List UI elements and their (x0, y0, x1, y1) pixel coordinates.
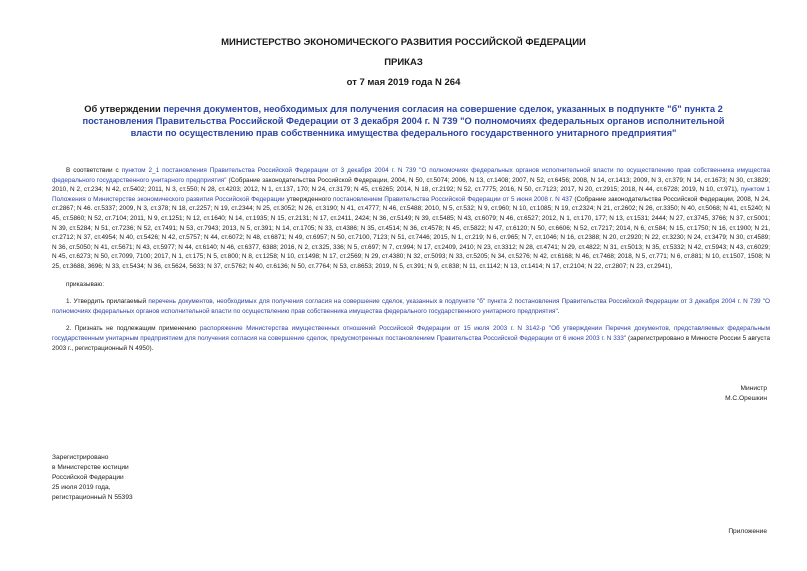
appendix-label: Приложение (728, 528, 767, 535)
preamble-text-4: (Собрание законодательства Российской Федерации, 2008, N 24, ст.2867; N 46. ст.5337; 2009, N 3, ст.378; N 18, ст.2257; N 19, ст.2344; N 25, ст.3052; N 26, ст.3190; N 41, ст.4777; N 46, ст.5488; 2010, N 5, ст.532; N 9, ст.960; N 10, ст.1085; N 19, ст.2324; N 21, ст.2602; N 26, ст.3350; N 40, ст.5068; N 41, ст.5240; N 45, ст.5860; N 52, ст.7104; 2011, N 9, ст.1251; N 12, ст.1640; N 14, ст.1935; N 15, ст.2131; N 17, ст.2411, 2424; N 36, ст.5149; N 39, ст.5485; N 43, ст.6079; N 46, ст.6527; 2012, N 1, ст.170, 177; N 13, ст.1531; 2444; N 27, ст.3745, 3766; N 37, ст.5001; N 39, ст.5284; N 51, ст.7236; N 52, ст.7491; N 53, ст.7943; 2013, N 5, ст.391; N 14, ст.1705; N 33, ст.4386; N 35, ст.4514; N 36, ст.4578; N 45, ст.5822; N 47, ст.6120; N 50, ст.6606; N 52, ст.7217; 2014, N 6, ст.584; N 15, ст.1750; N 16, ст.1900; N 21, ст.2712; N 37, ст.4954; N 40, ст.5426; N 42, ст.5757; N 44, ст.6072; N 48, ст.6871; N 49, ст.6957; N 50, ст.7100, 7123; N 51, ст.7446; 2015, N 1, ст.219; N 6, ст.965; N 7, ст.1046; N 16, ст.2388; N 20, ст.2920; N 22, ст.3230; N 24, ст.3479; N 30, ст.4589; N 36, ст.5050; N 41, ст.5671; N 43, ст.5977; N 44, ст.6140; N 46, ст.6377, 6388; 2016, N 2, ст.325, 336; N 5, ст.697; N 7, ст.994; N 17, ст.2409, 2410; N 23, ст.3312; N 28, ст.4741; N 29, ст.4822; N 31, ст.5013; N 35, ст.5332; N 42, ст.5943; N 43, ст.6029; N 45, ст.6273; N 50, ст.7099, 7100; 2017, N 1, ст.175; N 5, ст.800; N 8, ст.1258; N 10, ст.1498; N 17, ст.2569; N 29, ст.4380; N 32, ст.5093; N 33, ст.5205; N 34, ст.5276; N 42, ст.6168; N 46, ст.7468; 2018, N 5, ст.771; N 6, ст.881; N 10, ст.1507, 1508; N 25, ст.3688, 3696; N 33, ст.5434; N 36, ст.5624, 5633; N 37, ст.5762; N 40, ст.6136; N 50, ст.7764; N 53, ст.8653; 2019, N 5, ст.391; N 9, ст.838; N 11, ст.1142; N 13, ст.1414; N 17, ст.2104; N 22, ст.2807; N 23, ст.2941), (52, 195, 770, 270)
ministry-heading: МИНИСТЕРСТВО ЭКОНОМИЧЕСКОГО РАЗВИТИЯ РОССИЙСКОЙ ФЕДЕРАЦИИ (221, 37, 586, 48)
preamble-paragraph (52, 166, 770, 272)
item-2-prefix: 2. Признать не подлежащим применению (66, 325, 200, 333)
item-1-suffix: . (557, 307, 560, 315)
title-link[interactable]: перечня документов, необходимых для получения согласия на совершение сделок, указанных в подпункте "б" пункта 2 постановления Правительства Российской Федерации от 3 декабря 2004 г. N 739 "О полномочиях федеральных органов исполнительной власти по осуществлению прав собственника имущества федерального государственного унитарного предприятия" (82, 104, 725, 138)
item-2-link[interactable]: распоряжение Министерства имущественных отношений Российской Федерации от 15 июля 2003 г. N 3142-р "Об утверждении Перечня документов, представляемых федеральным государственным унитарным предприятием для получения согласия на совершение сделок, предусмотренных постановлением Правительства Российской Федерации от 6 июня 2003 г. N 333" (52, 325, 770, 342)
registration-line-3: Российской Федерации (52, 474, 124, 481)
document-title (70, 103, 737, 139)
link-regulation-ministry[interactable]: пунктом 1 Положения о Министерстве экономического развития Российской Федерации (52, 186, 770, 203)
title-prefix: Об утверждении (84, 104, 164, 114)
signature-name: М.С.Орешкин (725, 395, 767, 402)
registration-block (52, 453, 133, 503)
registration-line-4: 25 июля 2019 года, (52, 484, 111, 491)
signature-position: Министр (740, 385, 767, 392)
item-1-link[interactable]: перечень документов, необходимых для получения согласия на совершение сделок, указанных в подпункте "б" пункта 2 постановления Правительства Российской Федерации от 3 декабря 2004 г. N 739 "О полномочиях федеральных органов исполнительной власти по осуществлению прав собственника имущества федерального государственного унитарного предприятия" (52, 298, 770, 315)
item-2 (52, 324, 770, 353)
registration-line-2: в Министерстве юстиции (52, 464, 129, 471)
date-number: от 7 мая 2019 года N 264 (346, 77, 461, 88)
registration-line-5: регистрационный N 55393 (52, 494, 133, 501)
doc-type: ПРИКАЗ (384, 57, 423, 68)
item-2-suffix: (зарегистрировано в Минюсте России 5 августа 2003 г., регистрационный N 4950). (52, 334, 771, 352)
registration-line-1: Зарегистрировано (52, 454, 109, 461)
signature-block (725, 384, 767, 404)
preamble-text-2: (Собрание законодательства Российской Федерации, 2004, N 50, ст.5074; 2006, N 13, ст.1408; 2007, N 52, ст.6456; 2008, N 14, ст.1413; 2009, N 3, ст.379; N 14, ст.1673; N 30, ст.3829; 2010, N 2, ст.234; N 42, ст.5402; 2011, N 3, ст.550; N 28, ст.4203; 2012, N 1, ст.137, 170; N 24, ст.3179; N 45, ст.6265; 2014, N 18, ст.2192; N 52, ст.7775; 2016, N 50, ст.7123; 2017, N 20, ст.2915; 2018, N 44, ст.6728; 2019, N 10, ст.971), (52, 176, 770, 194)
item-1 (52, 297, 770, 316)
document-body (52, 166, 770, 353)
order-word: приказываю: (66, 280, 104, 288)
link-decree-437[interactable]: постановлением Правительства Российской Федерации от 5 июня 2008 г. N 437 (332, 195, 573, 203)
preamble-text-1: В соответствии с (66, 167, 122, 174)
preamble-text-3: утвержденного (284, 195, 333, 203)
item-1-prefix: 1. Утвердить прилагаемый (66, 298, 149, 306)
link-decree-739[interactable]: пунктом 2_1 постановления Правительства Российской Федерации от 3 декабря 2004 г. N 739 "О полномочиях федеральных органов исполнительной власти по осуществлению прав собственника имущества федерального государственного унитарного предприятия" (52, 167, 771, 184)
